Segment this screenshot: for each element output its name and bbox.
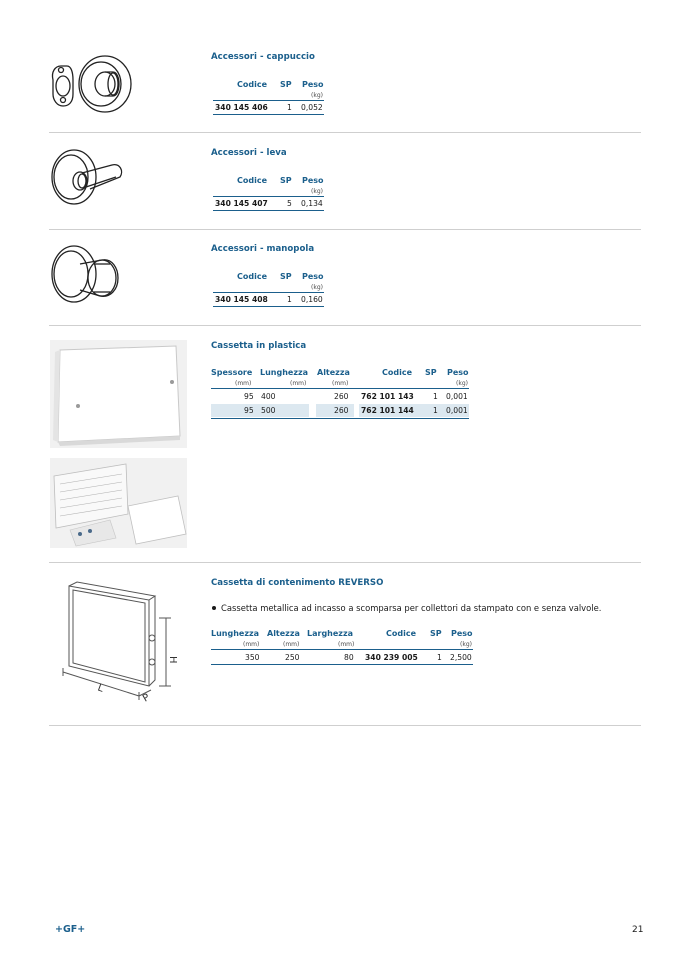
cell-sp: 1	[287, 295, 292, 304]
header-codice: Codice	[237, 272, 268, 281]
divider	[49, 725, 641, 726]
footer-rule	[213, 114, 324, 115]
unit-altezza: (mm)	[332, 380, 349, 387]
cell-codice: 762 101 143	[361, 392, 414, 401]
divider	[49, 325, 641, 326]
cell-sp: 1	[433, 406, 438, 415]
footer-rule	[211, 418, 469, 419]
cell-codice: 340 239 005	[365, 653, 418, 662]
cell-peso: 0,001	[446, 392, 468, 401]
cell-sp: 1	[437, 653, 442, 662]
header-altezza: Altezza	[317, 368, 350, 377]
header-rule	[211, 649, 473, 650]
dimension-l-label: L	[95, 682, 105, 695]
knob-accessory-drawing	[50, 242, 130, 307]
cell-altezza: 260	[334, 406, 349, 415]
section-title: Accessori - leva	[211, 148, 287, 158]
cell-peso: 0,160	[301, 295, 323, 304]
header-peso: Peso	[302, 80, 324, 89]
row-shade	[211, 404, 309, 417]
unit-lunghezza: (mm)	[290, 380, 307, 387]
header-rule	[213, 100, 324, 101]
unit-peso: (kg)	[311, 92, 323, 99]
header-codice: Codice	[386, 629, 417, 638]
cell-lunghezza: 400	[261, 392, 276, 401]
cell-sp: 1	[287, 103, 292, 112]
unit-spessore: (mm)	[235, 380, 252, 387]
dimension-h-label: H	[167, 656, 178, 664]
header-spessore: Spessore	[211, 368, 253, 377]
dimension-p-label: P	[141, 692, 152, 705]
product-table	[211, 78, 326, 118]
product-table	[211, 174, 326, 214]
cell-lunghezza: 500	[261, 406, 276, 415]
header-sp: SP	[430, 629, 442, 638]
cell-spessore: 95	[244, 406, 254, 415]
product-table	[211, 270, 326, 310]
cell-sp: 1	[433, 392, 438, 401]
cell-altezza: 250	[285, 653, 300, 662]
unit-larghezza: (mm)	[338, 641, 355, 648]
header-peso: Peso	[302, 272, 324, 281]
footer-rule	[213, 210, 324, 211]
header-rule	[213, 292, 324, 293]
divider	[49, 562, 641, 563]
unit-peso: (kg)	[311, 284, 323, 291]
unit-peso: (kg)	[456, 380, 468, 387]
section-title: Accessori - manopola	[211, 244, 315, 254]
unit-lunghezza: (mm)	[243, 641, 260, 648]
page-number: 21	[632, 925, 644, 935]
footer-rule	[213, 306, 324, 307]
bullet-item	[212, 603, 601, 613]
cell-larghezza: 80	[344, 653, 354, 662]
divider	[49, 132, 641, 133]
header-peso: Peso	[451, 629, 473, 638]
unit-altezza: (mm)	[283, 641, 300, 648]
bullet-text: Cassetta metallica ad incasso a scomparsa per collettori da stampato con e senza valvole.	[221, 603, 602, 613]
bullet-dot	[212, 606, 216, 610]
cell-spessore: 95	[244, 392, 254, 401]
header-larghezza: Larghezza	[307, 629, 353, 638]
header-codice: Codice	[237, 176, 268, 185]
reverso-box-drawing	[55, 578, 185, 708]
plastic-box-parts-photo	[50, 458, 187, 548]
cell-codice: 340 145 407	[215, 199, 268, 208]
unit-peso: (kg)	[311, 188, 323, 195]
header-codice: Codice	[237, 80, 268, 89]
section-title: Cassetta in plastica	[211, 341, 307, 351]
header-rule	[211, 388, 469, 389]
cell-altezza: 260	[334, 392, 349, 401]
cell-peso: 2,500	[450, 653, 472, 662]
cell-peso: 0,134	[301, 199, 323, 208]
cell-sp: 5	[287, 199, 292, 208]
header-lunghezza: Lunghezza	[260, 368, 309, 377]
cap-accessory-drawing	[45, 50, 145, 115]
header-sp: SP	[280, 272, 292, 281]
header-sp: SP	[425, 368, 437, 377]
cell-codice: 340 145 408	[215, 295, 268, 304]
header-sp: SP	[280, 80, 292, 89]
header-sp: SP	[280, 176, 292, 185]
header-rule	[213, 196, 324, 197]
product-table	[211, 366, 473, 422]
section-title: Cassetta di contenimento REVERSO	[211, 578, 384, 588]
plastic-box-photo	[50, 340, 187, 448]
header-codice: Codice	[382, 368, 413, 377]
section-title: Accessori - cappuccio	[211, 52, 315, 62]
cell-codice: 762 101 144	[361, 406, 414, 415]
cell-peso: 0,052	[301, 103, 323, 112]
cell-codice: 340 145 406	[215, 103, 268, 112]
footer-rule	[211, 664, 473, 665]
lever-accessory-drawing	[50, 147, 130, 207]
unit-peso: (kg)	[460, 641, 472, 648]
cell-lunghezza: 350	[245, 653, 260, 662]
gf-logo: +GF+	[55, 924, 86, 935]
header-peso: Peso	[302, 176, 324, 185]
product-table	[211, 627, 477, 669]
cell-peso: 0,001	[446, 406, 468, 415]
header-altezza: Altezza	[267, 629, 300, 638]
header-lunghezza: Lunghezza	[211, 629, 260, 638]
divider	[49, 229, 641, 230]
header-peso: Peso	[447, 368, 469, 377]
